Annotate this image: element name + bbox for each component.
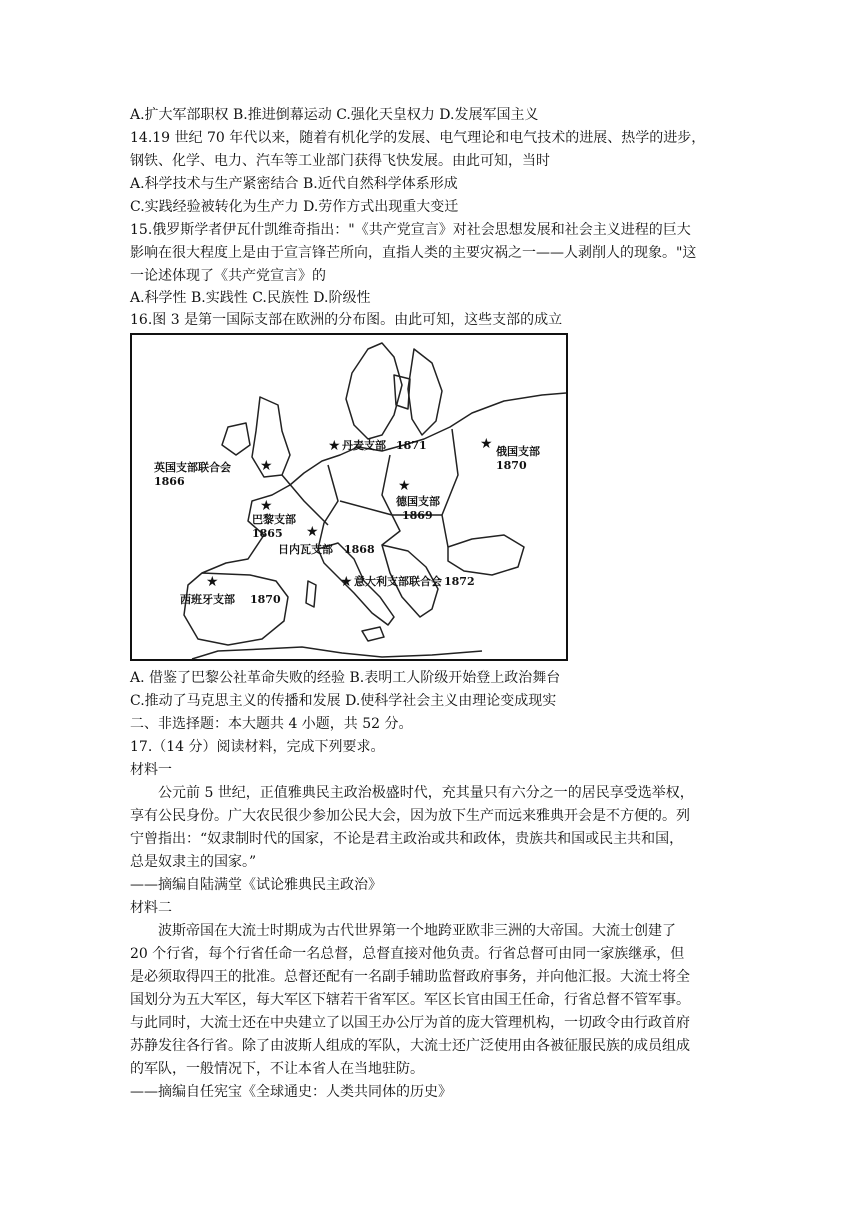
denmark-year: 1871 (396, 439, 427, 452)
line-5: C.实践经验被转化为生产力 D.劳作方式出现重大变迁 (130, 199, 459, 215)
line-28: 的军队，一般情况下，不让本省人在当地驻防。 (130, 1061, 424, 1077)
line-23: 20 个行省，每个行省任命一名总督，总督直接对他负责。行省总督可由同一家族继承，但 (130, 946, 685, 962)
denmark-label: 丹麦支部 (342, 439, 386, 452)
line-8: 一论述体现了《共产党宣言》的 (130, 268, 326, 284)
spain-star: ★ (206, 574, 219, 590)
germany-label: 德国支部 (396, 495, 440, 508)
line-27: 苏静发往各行省。除了由波斯人组成的军队，大流士还广泛使用由各被征服民族的成员组成 (130, 1038, 690, 1054)
line-17: 享有公民身份。广大农民很少参加公民大会，因为放下生产而远来雅典开会是不方便的。列 (130, 808, 690, 824)
germany-star: ★ (398, 478, 411, 494)
paris-year: 1865 (252, 527, 283, 540)
line-15: 材料一 (130, 762, 172, 778)
britain-year: 1866 (154, 475, 185, 488)
line-16: 公元前 5 世纪，正值雅典民主政治极盛时代，充其量只有六分之一的居民享受选举权， (158, 785, 694, 801)
britain-label: 英国支部联合会 (154, 461, 231, 474)
spain-year: 1870 (250, 593, 281, 606)
geneva-label: 日内瓦支部 (278, 543, 333, 556)
paris-label: 巴黎支部 (252, 513, 296, 526)
line-4: A.科学技术与生产紧密结合 B.近代自然科学体系形成 (130, 176, 458, 192)
line-18: 宁曾指出：“奴隶制时代的国家，不论是君主政治或共和政体，贵族共和国或民主共和国， (130, 831, 684, 847)
europe-map-outline (132, 335, 566, 659)
line-20: ——摘编自陆满堂《试论雅典民主政治》 (130, 877, 382, 893)
line-24: 是必须取得四王的批准。总督还配有一名副手辅助监督政府事务，并向他汇报。大流士将全 (130, 969, 690, 985)
geneva-star: ★ (306, 524, 319, 540)
line-22: 波斯帝国在大流士时期成为古代世界第一个地跨亚欧非三洲的大帝国。大流士创建了 (158, 923, 676, 939)
russia-label: 俄国支部 (496, 445, 540, 458)
italy-star: ★ (340, 574, 353, 590)
russia-star: ★ (480, 436, 493, 452)
italy-label: 意大利支部联合会 (354, 575, 442, 588)
paris-star: ★ (260, 498, 273, 514)
spain-label: 西班牙支部 (180, 593, 235, 606)
line-19: 总是奴隶主的国家。” (130, 854, 257, 870)
line-11: A. 借鉴了巴黎公社革命失败的经验 B.表明工人阶级开始登上政治舞台 (130, 670, 561, 686)
germany-year: 1869 (402, 509, 433, 522)
line-3: 钢铁、化学、电力、汽车等工业部门获得飞快发展。由此可知，当时 (130, 153, 550, 169)
line-21: 材料二 (130, 900, 172, 916)
line-13: 二、非选择题：本大题共 4 小题，共 52 分。 (130, 716, 413, 732)
britain-star: ★ (260, 458, 273, 474)
line-29: ——摘编自任宪宝《全球通史：人类共同体的历史》 (130, 1084, 452, 1100)
line-25: 国划分为五大军区，每大军区下辖若干省军区。军区长官由国王任命，行省总督不管军事。 (130, 992, 690, 1008)
denmark-star: ★ (328, 438, 341, 454)
line-10: 16.图 3 是第一国际支部在欧洲的分布图。由此可知，这些支部的成立 (130, 312, 563, 328)
europe-map (130, 333, 568, 661)
russia-year: 1870 (496, 459, 527, 472)
geneva-year: 1868 (344, 543, 375, 556)
line-14: 17.（14 分）阅读材料，完成下列要求。 (130, 739, 385, 755)
line-26: 与此同时，大流士还在中央建立了以国王办公厅为首的庞大管理机构，一切政令由行政首府 (130, 1015, 690, 1031)
line-2: 14.19 世纪 70 年代以来，随着有机化学的发展、电气理论和电气技术的进展、热学的进步， (130, 130, 706, 146)
line-1: A.扩大军部职权 B.推进倒幕运动 C.强化天皇权力 D.发展军国主义 (130, 107, 539, 123)
italy-year: 1872 (444, 575, 475, 588)
line-12: C.推动了马克思主义的传播和发展 D.使科学社会主义由理论变成现实 (130, 693, 557, 709)
line-7: 影响在很大程度上是由于宣言锋芒所向，直指人类的主要灾祸之一——人剥削人的现象。"这 (130, 245, 697, 261)
line-9: A.科学性 B.实践性 C.民族性 D.阶级性 (130, 290, 371, 306)
line-6: 15.俄罗斯学者伊瓦什凯维奇指出："《共产党宣言》对社会思想发展和社会主义进程的巨大 (130, 222, 691, 238)
